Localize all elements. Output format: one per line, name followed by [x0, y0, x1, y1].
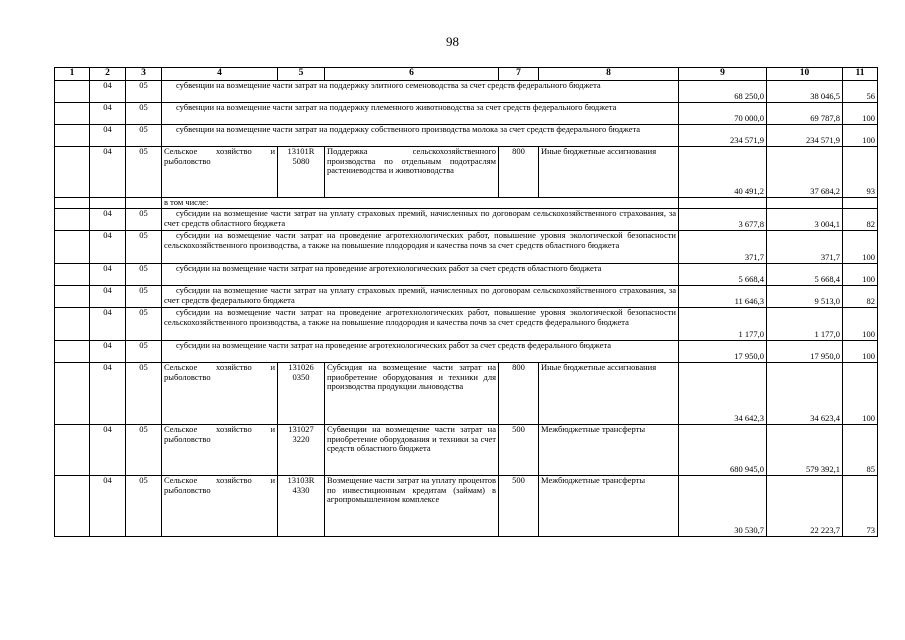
cell-branch: Сельское хозяйство и рыболовство — [162, 363, 278, 425]
cell-col1 — [55, 231, 90, 264]
cell-col2 — [90, 198, 126, 209]
cell-planned-amount: 371,7 — [679, 231, 767, 264]
description-text: субсидии на возмещение части затрат на проведение агротехнологических работ, повышение уровня экологической безопасности сельскохозяйственного производства, а также на повышение плодородия и качества почв за счет средств федерального бюджета — [164, 307, 676, 327]
cell-branch: Сельское хозяйство и рыболовство — [162, 476, 278, 537]
cell-section: 04 — [90, 231, 126, 264]
cell-col1 — [55, 125, 90, 147]
cell-section: 04 — [90, 147, 126, 198]
col-header: 11 — [843, 68, 878, 81]
cell-col1 — [55, 308, 90, 341]
cell-col1 — [55, 147, 90, 198]
table-row — [55, 341, 878, 363]
cell-expense-type: 500 — [499, 425, 539, 476]
cell-subsection: 05 — [126, 231, 162, 264]
cell-subsection: 05 — [126, 476, 162, 537]
cell-planned-amount: 70 000,0 — [679, 103, 767, 125]
cell-col1 — [55, 103, 90, 125]
cell-branch: Сельское хозяйство и рыболовство — [162, 425, 278, 476]
cell-section: 04 — [90, 209, 126, 231]
cell-actual-amount: 34 623,4 — [767, 363, 843, 425]
cell-expense-name: Иные бюджетные ассигнования — [539, 147, 679, 198]
col-header: 5 — [278, 68, 325, 81]
cell-target-code: 13103R 4330 — [278, 476, 325, 537]
cell-planned-amount: 680 945,0 — [679, 425, 767, 476]
cell-planned-amount: 17 950,0 — [679, 341, 767, 363]
cell-expense-name: Иные бюджетные ассигнования — [539, 363, 679, 425]
cell-col1 — [55, 81, 90, 103]
cell-actual-amount: 69 787,8 — [767, 103, 843, 125]
cell-percent: 82 — [843, 209, 878, 231]
col-header: 7 — [499, 68, 539, 81]
cell-expense-type: 500 — [499, 476, 539, 537]
description-text: субвенции на возмещение части затрат на поддержку племенного животноводства за счет средств федерального бюджета — [176, 102, 617, 112]
cell-percent: 100 — [843, 264, 878, 286]
cell-program-name: Субсидия на возмещение части затрат на приобретение оборудования и техники для производства продукции льноводства — [325, 363, 499, 425]
cell-planned-amount: 30 530,7 — [679, 476, 767, 537]
cell-percent: 100 — [843, 231, 878, 264]
cell-actual-amount: 234 571,9 — [767, 125, 843, 147]
cell-description — [162, 264, 679, 286]
cell-actual-amount: 38 046,5 — [767, 81, 843, 103]
cell-percent: 100 — [843, 308, 878, 341]
budget-table — [54, 67, 878, 537]
cell-col10 — [767, 198, 843, 209]
cell-section: 04 — [90, 341, 126, 363]
cell-col11 — [843, 198, 878, 209]
col-header: 10 — [767, 68, 843, 81]
cell-subsection: 05 — [126, 209, 162, 231]
cell-planned-amount: 11 646,3 — [679, 286, 767, 308]
table-row — [55, 308, 878, 341]
cell-planned-amount: 68 250,0 — [679, 81, 767, 103]
description-text: субвенции на возмещение части затрат на поддержку собственного производства молока за счет средств федерального бюджета — [176, 124, 641, 134]
col-header: 9 — [679, 68, 767, 81]
cell-subsection: 05 — [126, 425, 162, 476]
cell-section: 04 — [90, 476, 126, 537]
cell-actual-amount: 17 950,0 — [767, 341, 843, 363]
cell-col9 — [679, 198, 767, 209]
cell-planned-amount: 5 668,4 — [679, 264, 767, 286]
cell-subsection: 05 — [126, 308, 162, 341]
cell-description — [162, 125, 679, 147]
description-text: субсидии на возмещение части затрат на уплату страховых премий, начисленных по договорам сельскохозяйственного страхования, за счет средств областного бюджета — [164, 208, 676, 228]
cell-col1 — [55, 198, 90, 209]
cell-percent: 100 — [843, 341, 878, 363]
cell-planned-amount: 3 677,8 — [679, 209, 767, 231]
page-number: 98 — [446, 34, 459, 49]
cell-program-name: Поддержка сельскохозяйственного производства по отдельным подотраслям растениеводства и животноводства — [325, 147, 499, 198]
table-row — [55, 209, 878, 231]
cell-planned-amount: 34 642,3 — [679, 363, 767, 425]
cell-percent: 100 — [843, 103, 878, 125]
table-row — [55, 198, 878, 209]
cell-col1 — [55, 476, 90, 537]
table-row — [55, 103, 878, 125]
table-row — [55, 125, 878, 147]
cell-section: 04 — [90, 103, 126, 125]
cell-section: 04 — [90, 308, 126, 341]
table-body — [55, 81, 878, 537]
cell-expense-type: 800 — [499, 363, 539, 425]
cell-description — [162, 103, 679, 125]
cell-subsection: 05 — [126, 286, 162, 308]
cell-subsection: 05 — [126, 147, 162, 198]
table-row — [55, 264, 878, 286]
cell-subsection: 05 — [126, 363, 162, 425]
cell-percent: 85 — [843, 425, 878, 476]
cell-actual-amount: 1 177,0 — [767, 308, 843, 341]
cell-expense-name: Межбюджетные трансферты — [539, 476, 679, 537]
cell-planned-amount: 40 491,2 — [679, 147, 767, 198]
col-header: 2 — [90, 68, 126, 81]
label-cell: в том числе: — [162, 198, 679, 209]
table-row — [55, 363, 878, 425]
cell-program-name: Возмещение части затрат на уплату процентов по инвестиционным кредитам (займам) в агропромышленном комплексе — [325, 476, 499, 537]
cell-percent: 100 — [843, 363, 878, 425]
table-row — [55, 147, 878, 198]
table-row — [55, 425, 878, 476]
cell-description — [162, 308, 679, 341]
col-header: 4 — [162, 68, 278, 81]
cell-actual-amount: 37 684,2 — [767, 147, 843, 198]
cell-subsection: 05 — [126, 341, 162, 363]
cell-section: 04 — [90, 363, 126, 425]
cell-description — [162, 231, 679, 264]
cell-section: 04 — [90, 81, 126, 103]
col-header: 8 — [539, 68, 679, 81]
description-text: субсидии на возмещение части затрат на уплату страховых премий, начисленных по договорам сельскохозяйственного страхования, за счет средств федерального бюджета — [164, 285, 676, 305]
table-row — [55, 476, 878, 537]
cell-col3 — [126, 198, 162, 209]
cell-col1 — [55, 209, 90, 231]
col-header: 1 — [55, 68, 90, 81]
cell-description — [162, 209, 679, 231]
cell-description — [162, 341, 679, 363]
cell-percent: 56 — [843, 81, 878, 103]
cell-section: 04 — [90, 264, 126, 286]
cell-percent: 73 — [843, 476, 878, 537]
description-text: субвенции на возмещение части затрат на поддержку элитного семеноводства за счет средств федерального бюджета — [176, 80, 601, 90]
cell-section: 04 — [90, 125, 126, 147]
cell-expense-name: Межбюджетные трансферты — [539, 425, 679, 476]
cell-col1 — [55, 286, 90, 308]
col-header: 6 — [325, 68, 499, 81]
cell-target-code: 131027 3220 — [278, 425, 325, 476]
description-text: субсидии на возмещение части затрат на проведение агротехнологических работ, повышение уровня экологической безопасности сельскохозяйственного производства, а также на повышение плодородия и качества почв за счет средств областного бюджета — [164, 230, 676, 250]
cell-subsection: 05 — [126, 264, 162, 286]
cell-expense-type: 800 — [499, 147, 539, 198]
table-row — [55, 286, 878, 308]
cell-section: 04 — [90, 425, 126, 476]
col-header: 3 — [126, 68, 162, 81]
cell-actual-amount: 9 513,0 — [767, 286, 843, 308]
cell-section: 04 — [90, 286, 126, 308]
cell-subsection: 05 — [126, 125, 162, 147]
cell-program-name: Субвенции на возмещение части затрат на приобретение оборудования и техники за счет средств областного бюджета — [325, 425, 499, 476]
header-row — [55, 68, 878, 81]
cell-subsection: 05 — [126, 103, 162, 125]
cell-planned-amount: 234 571,9 — [679, 125, 767, 147]
cell-actual-amount: 579 392,1 — [767, 425, 843, 476]
cell-col1 — [55, 264, 90, 286]
cell-col1 — [55, 363, 90, 425]
cell-col1 — [55, 425, 90, 476]
cell-target-code: 131026 0350 — [278, 363, 325, 425]
cell-planned-amount: 1 177,0 — [679, 308, 767, 341]
table-row — [55, 81, 878, 103]
table-row — [55, 231, 878, 264]
description-text: субсидии на возмещение части затрат на проведение агротехнологических работ за счет средств федерального бюджета — [176, 340, 612, 350]
cell-actual-amount: 3 004,1 — [767, 209, 843, 231]
cell-target-code: 13101R 5080 — [278, 147, 325, 198]
cell-percent: 82 — [843, 286, 878, 308]
cell-actual-amount: 5 668,4 — [767, 264, 843, 286]
cell-actual-amount: 371,7 — [767, 231, 843, 264]
cell-percent: 93 — [843, 147, 878, 198]
cell-description — [162, 286, 679, 308]
cell-percent: 100 — [843, 125, 878, 147]
cell-subsection: 05 — [126, 81, 162, 103]
description-text: субсидии на возмещение части затрат на проведение агротехнологических работ за счет средств областного бюджета — [176, 263, 602, 273]
cell-branch: Сельское хозяйство и рыболовство — [162, 147, 278, 198]
cell-actual-amount: 22 223,7 — [767, 476, 843, 537]
cell-col1 — [55, 341, 90, 363]
cell-description — [162, 81, 679, 103]
